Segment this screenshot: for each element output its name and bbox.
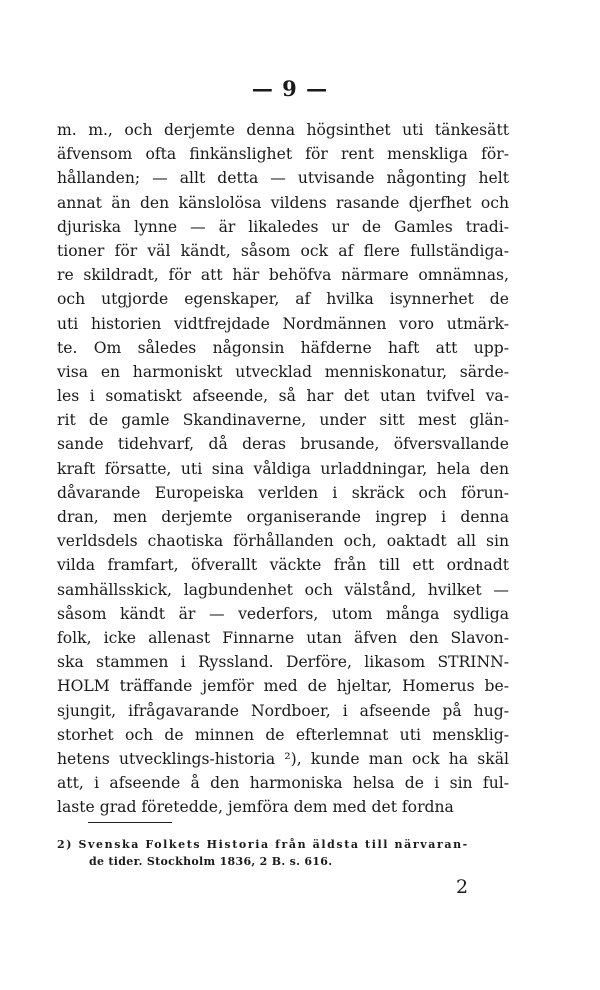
text-line: tioner för väl kändt, såsom ock af flere fullständiga-	[57, 241, 509, 260]
text-line: storhet och de minnen de efterlemnat uti mensklig-	[57, 725, 509, 744]
text-line: kraft försatte, uti sina våldiga urladdningar, hela den	[57, 459, 509, 478]
text-line: äfvensom ofta finkänslighet för rent menskliga för-	[57, 145, 509, 164]
text-line: HOLM träffande jemför med de hjeltar, Homerus be-	[57, 677, 509, 696]
footnote-line: de tider. Stockholm 1836, 2 B. s. 616.	[89, 855, 333, 868]
signature-mark: 2	[455, 876, 469, 898]
page-number: — 9 —	[251, 76, 329, 101]
text-line: te. Om således någonsin häfderne haft att upp-	[57, 338, 509, 357]
text-line: att, i afseende å den harmoniska helsa de i sin ful-	[57, 774, 509, 793]
text-line: uti historien vidtfrejdade Nordmännen voro utmärk-	[57, 314, 509, 333]
text-line: hetens utvecklings-historia ²), kunde man ock ha skäl	[57, 749, 509, 768]
text-line: djuriska lynne — är likaledes ur de Gamles tradi-	[57, 217, 509, 236]
text-line: hållanden; — allt detta — utvisande någonting helt	[57, 169, 509, 188]
text-line: ska stammen i Ryssland. Derföre, likasom STRINN-	[57, 653, 509, 672]
text-line: dåvarande Europeiska verlden i skräck och förun-	[57, 483, 509, 502]
text-line: folk, icke allenast Finnarne utan äfven den Slavon-	[57, 628, 509, 647]
text-line: m. m., och derjemte denna högsinthet uti tänkesätt	[57, 121, 509, 139]
text-line: visa en harmoniskt utvecklad menniskonatur, särde-	[57, 362, 509, 381]
text-line: sjungit, ifrågavarande Nordboer, i afseende på hug-	[57, 701, 509, 720]
body-text	[57, 118, 509, 819]
text-line: re skildradt, för att här behöfva närmare omnämnas,	[57, 266, 509, 285]
text-line: les i somatiskt afseende, så har det utan tvifvel va-	[57, 387, 509, 406]
footnote-rule	[88, 822, 172, 823]
text-line: laste grad företedde, jemföra dem med det fordna	[57, 798, 454, 817]
footnote	[57, 836, 509, 870]
text-line: såsom kändt är — vederfors, utom många sydliga	[57, 604, 509, 623]
text-line: rit de gamle Skandinaverne, under sitt mest glän-	[57, 411, 509, 430]
text-line: verldsdels chaotiska förhållanden och, oaktadt all sin	[57, 532, 509, 551]
text-line: vilda framfart, öfverallt väckte från till ett ordnadt	[57, 556, 509, 575]
text-line: annat än den känslolösa vildens rasande djerfhet och	[57, 193, 509, 212]
footnote-line: 2) Svenska Folkets Historia från äldsta till närvaran-	[57, 838, 469, 851]
text-line: sande tidehvarf, då deras brusande, öfversvallande	[57, 435, 509, 454]
text-line: samhällsskick, lagbundenhet och välstånd, hvilket —	[57, 580, 509, 599]
text-line: dran, men derjemte organiserande ingrep i denna	[57, 508, 509, 526]
text-line: och utgjorde egenskaper, af hvilka isynnerhet de	[57, 290, 509, 309]
